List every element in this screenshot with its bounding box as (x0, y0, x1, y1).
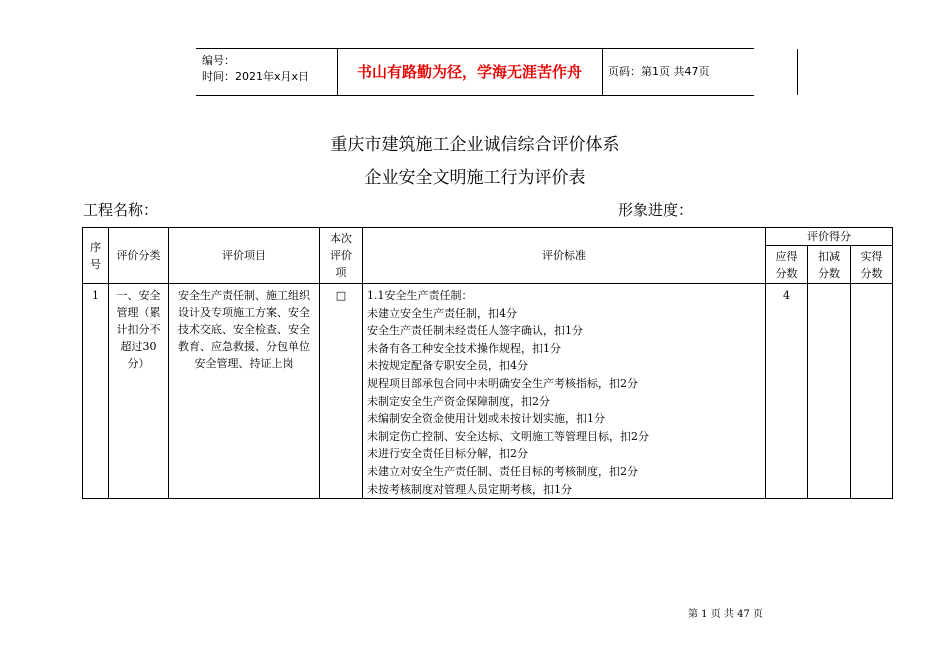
row-should-score: 4 (766, 284, 808, 499)
row-deduct-score[interactable] (808, 284, 851, 499)
header-seq: 序号 (83, 228, 109, 284)
row-actual-score[interactable] (851, 284, 893, 499)
row-item: 安全生产责任制、施工组织设计及专项施工方案、安全技术交底、安全检查、安全教育、应急救援、分包单位安全管理、持证上岗 (169, 284, 320, 499)
time-text: 时间：2021年x月x日 (202, 70, 310, 83)
criteria-line: 安全生产责任制未经责任人签字确认，扣1分 (367, 324, 583, 338)
table-row (83, 284, 893, 499)
header-criteria: 评价标准 (363, 228, 766, 284)
motto-text: 书山有路勤为径，学海无涯苦作舟 (356, 63, 582, 81)
document-header (196, 48, 754, 96)
criteria-line: 1.1安全生产责任制： (367, 289, 473, 302)
row-category: 一、安全管理（累计扣分不超过30分） (109, 284, 169, 499)
criteria-line: 未进行安全责任目标分解，扣2分 (367, 447, 528, 461)
criteria-line: 未按考核制度对管理人员定期考核，扣1分 (367, 482, 572, 496)
header-divider (602, 49, 603, 95)
criteria-line: 未编制安全资金使用计划或未按计划实施，扣1分 (367, 412, 605, 426)
project-name-label: 工程名称： (83, 201, 159, 219)
header-category: 评价分类 (109, 228, 169, 284)
number-label: 编号： (202, 54, 235, 67)
criteria-line: 未备有各工种安全技术操作规程，扣1分 (367, 341, 561, 355)
progress-label: 形象进度： (618, 201, 694, 219)
criteria-line: 未建立对安全生产责任制、责任目标的考核制度，扣2分 (367, 464, 638, 478)
criteria-line: 未制定安全生产资金保障制度，扣2分 (367, 394, 550, 408)
row-check[interactable]: □ (320, 284, 363, 499)
criteria-line: 规程项目部承包合同中未明确安全生产考核指标，扣2分 (367, 376, 638, 390)
header-meta (196, 49, 337, 95)
page-footer: 第 1 页 共 47 页 (688, 609, 763, 620)
header-score-group: 评价得分 (766, 228, 893, 246)
page-indicator: 页码：第1页 共47页 (608, 65, 710, 78)
criteria-line: 未按规定配备专职安全员，扣4分 (367, 359, 528, 373)
document-subtitle: 企业安全文明施工行为评价表 (364, 168, 586, 188)
header-this-item: 本次评价项 (320, 228, 363, 284)
header-actual: 实得分数 (851, 246, 893, 284)
header-deduct: 扣减分数 (808, 246, 851, 284)
row-criteria (363, 284, 766, 499)
criteria-line: 未制定伤亡控制、安全达标、文明施工等管理目标，扣2分 (367, 429, 649, 443)
evaluation-table (82, 227, 893, 499)
header-item: 评价项目 (169, 228, 320, 284)
criteria-line: 未建立安全生产责任制，扣4分 (367, 306, 517, 320)
row-seq: 1 (83, 284, 109, 499)
document-title: 重庆市建筑施工企业诚信综合评价体系 (330, 135, 620, 155)
header-should: 应得分数 (766, 246, 808, 284)
